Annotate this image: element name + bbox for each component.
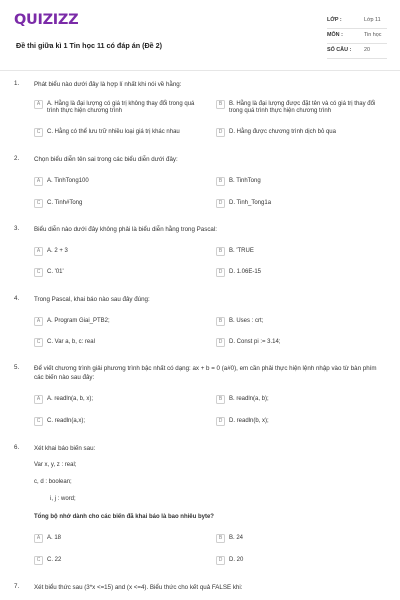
meta-row-subject (327, 29, 387, 44)
question-text: Xét biểu thức sau (3*x <=15) and (x <=4). Biểu thức cho kết quả FALSE khi: (34, 584, 243, 591)
meta-label: MÔN : (327, 32, 343, 38)
option-key-box: C (34, 338, 43, 347)
code-line: Var x, y, z : real; (34, 462, 77, 468)
question-prompt: Tổng bộ nhớ dành cho các biến đã khai báo là bao nhiêu byte? (34, 514, 214, 520)
option-key-box: C (34, 556, 43, 565)
option-text: A. 18 (47, 535, 62, 541)
option-text: B. Hằng là đại lượng được đặt tên và có giá trị thay đổi trong quá trình thực hiện chương trình (229, 101, 376, 115)
option-key-box: A (34, 100, 43, 109)
meta-row-class (327, 14, 387, 29)
option-key-box: C (34, 128, 43, 137)
option-text: C. '01' (47, 269, 64, 275)
meta-value: Tin học (364, 32, 382, 38)
question-number: 4. (14, 295, 20, 302)
option-key-box: D (216, 128, 225, 137)
option-text: B. 24 (229, 535, 244, 541)
quizizz-logo[interactable]: QUIZIZZ (14, 12, 79, 28)
option-key-box: A (34, 177, 43, 186)
option-text: A. Hằng là đại lượng có giá trị không thay đổi trong quá trình thực hiện chương trình (47, 101, 195, 115)
question-text: Xét khai báo biến sau: (34, 445, 96, 452)
meta-label: LỚP : (327, 17, 342, 23)
option-text: B. 'TRUE (229, 248, 254, 254)
question-text: Chọn biểu diễn tên sai trong các biểu diễn dưới đây: (34, 156, 178, 163)
code-line: c, d : boolean; (34, 479, 72, 485)
option-text: C. readln(a,x); (47, 418, 86, 424)
meta-label: SỐ CÂU : (327, 47, 352, 53)
option-key-box: D (216, 268, 225, 277)
option-text: A. TinhTong100 (47, 178, 89, 184)
option-key-box: C (34, 417, 43, 426)
option-text: B. TinhTong (229, 178, 261, 184)
option-text: A. readln(a, b, x); (47, 396, 94, 402)
option-key-box: D (216, 556, 225, 565)
worksheet-header (14, 10, 386, 62)
option-text: C. 22 (47, 557, 62, 563)
question-number: 1. (14, 80, 20, 87)
question-text: Trong Pascal, khai báo nào sau đây đúng: (34, 296, 150, 303)
option-key-box: B (216, 177, 225, 186)
option-text: A. Program Giai_PTB2; (47, 318, 110, 324)
code-line: i, j : word; (50, 496, 76, 502)
question-number: 3. (14, 225, 20, 232)
option-text: D. 1.06E-15 (229, 269, 262, 275)
option-text: C. Hằng có thể lưu trữ nhiều loại giá trị khác nhau (47, 129, 180, 135)
meta-row-count (327, 44, 387, 59)
question-number: 6. (14, 444, 20, 451)
option-key-box: A (34, 317, 43, 326)
meta-value: 20 (364, 47, 370, 53)
option-text: C. Tinh#Tong (47, 200, 83, 206)
option-text: B. Uses : crt; (229, 318, 264, 324)
question-number: 7. (14, 583, 20, 590)
option-key-box: C (34, 268, 43, 277)
option-text: D. Tinh_Tong1a (229, 200, 272, 206)
option-text: D. 20 (229, 557, 244, 563)
option-key-box: A (34, 247, 43, 256)
meta-table (327, 14, 387, 59)
option-key-box: D (216, 417, 225, 426)
option-text: D. Const pi := 3.14; (229, 339, 281, 345)
option-text: B. readln(a, b); (229, 396, 269, 402)
option-key-box: A (34, 534, 43, 543)
option-text: D. Hằng được chương trình dịch bỏ qua (229, 129, 336, 135)
option-key-box: B (216, 247, 225, 256)
question-number: 5. (14, 364, 20, 371)
page-title: Đề thi giữa kì 1 Tin học 11 có đáp án (Đề 2) (16, 41, 163, 50)
option-text: A. 2 + 3 (47, 248, 68, 254)
question-text: Biểu diễn nào dưới đây không phải là biểu diễn hằng trong Pascal: (34, 226, 217, 233)
option-key-box: B (216, 534, 225, 543)
option-key-box: D (216, 199, 225, 208)
option-key-box: B (216, 317, 225, 326)
question-number: 2. (14, 155, 20, 162)
question-text: Phát biểu nào dưới đây là hợp lí nhất khi nói về hằng: (34, 81, 182, 88)
header-divider (0, 70, 400, 71)
option-key-box: C (34, 199, 43, 208)
question-text: Để viết chương trình giải phương trình bậc nhất có dạng: ax + b = 0 (a#0), em cần phải thực hiện lệnh nhập vào từ bàn phím các biến nào sau đây: (34, 365, 377, 381)
option-key-box: B (216, 395, 225, 404)
option-text: D. readln(b, x); (229, 418, 269, 424)
option-text: C. Var a, b, c: real (47, 339, 95, 345)
option-key-box: D (216, 338, 225, 347)
option-key-box: A (34, 395, 43, 404)
option-key-box: B (216, 100, 225, 109)
meta-value: Lớp 11 (364, 17, 381, 23)
